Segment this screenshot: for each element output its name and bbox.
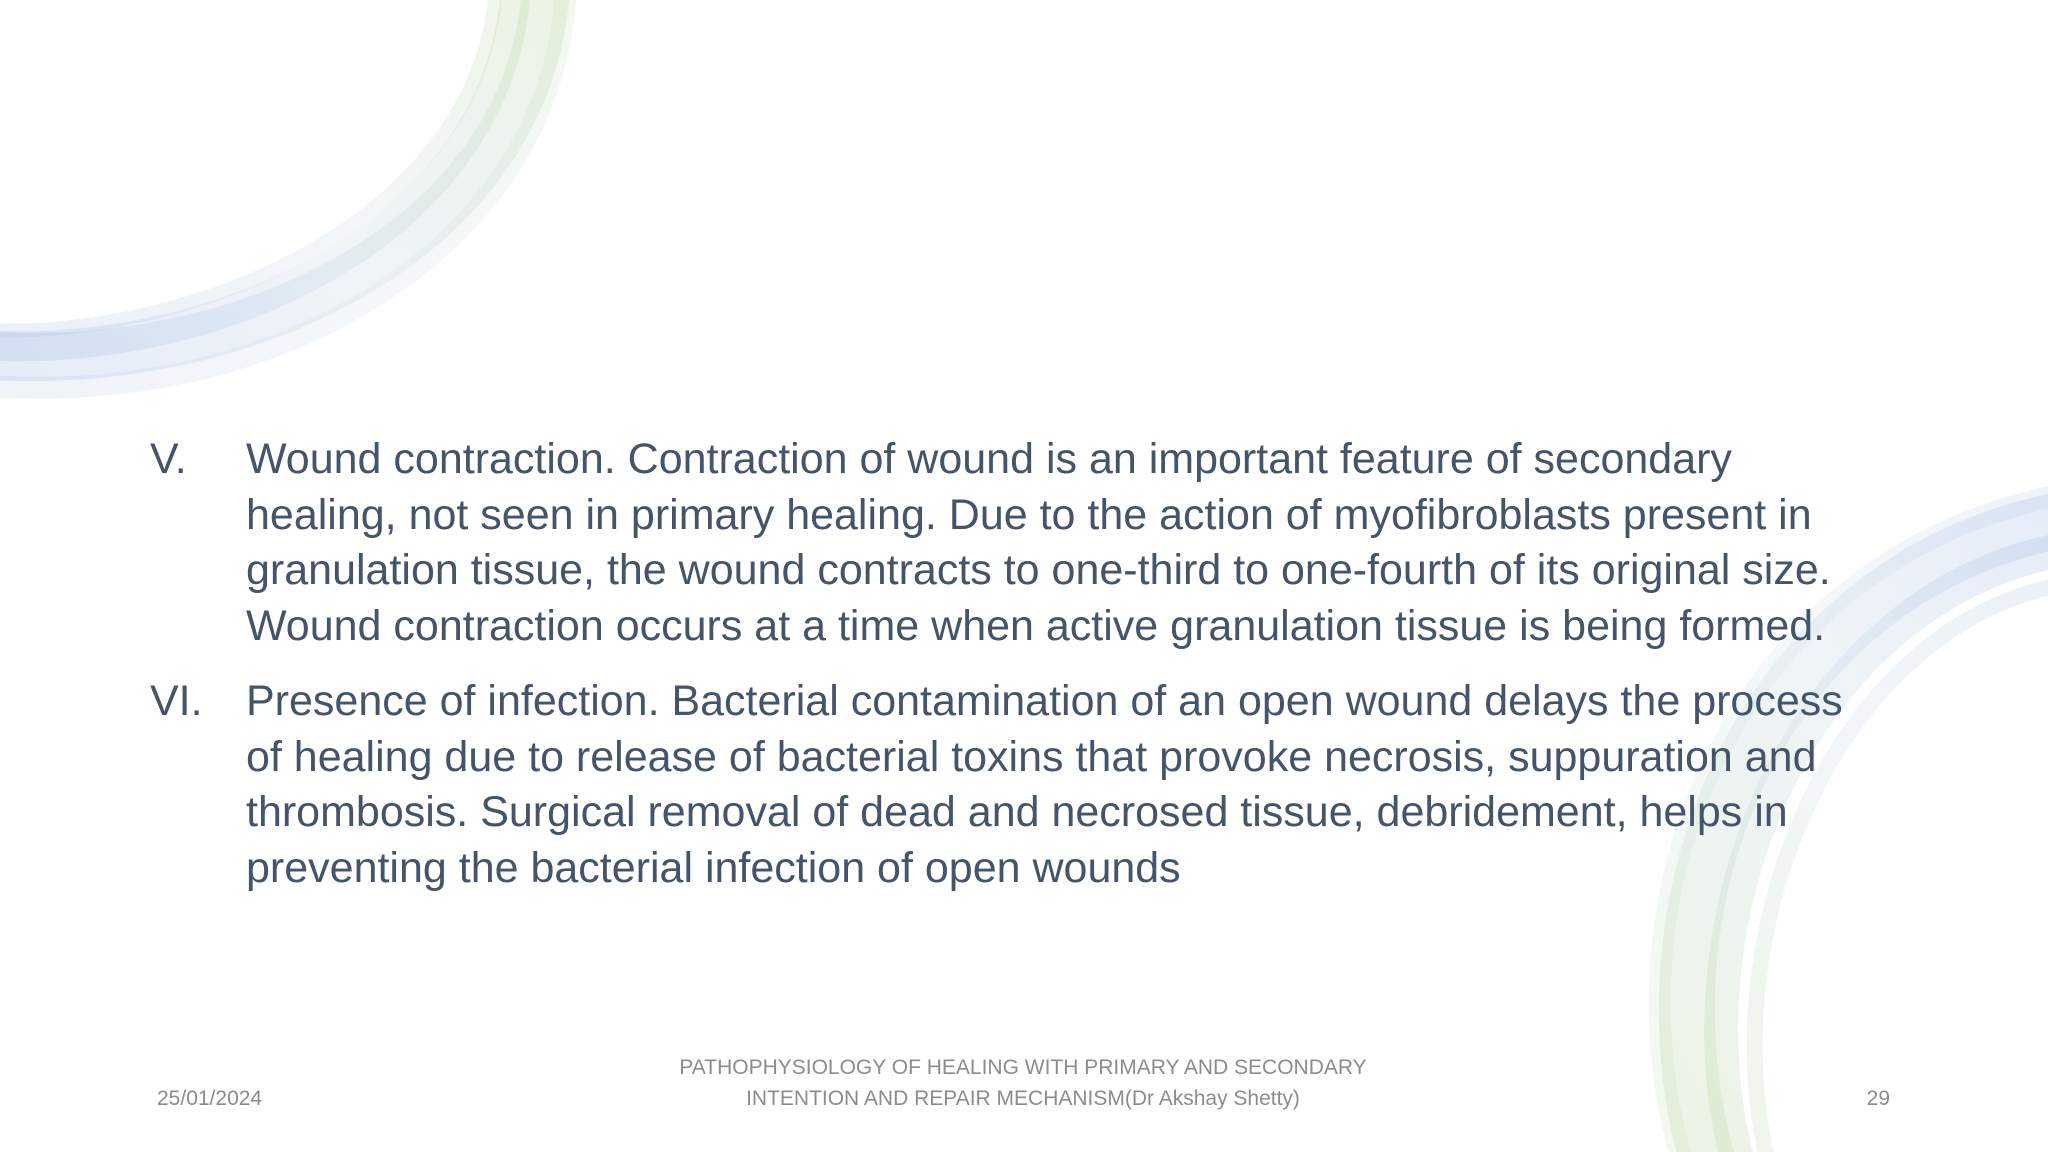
list-item-text: Wound contraction. Contraction of wound is an important feature of secondary healing, not seen in primary healing. Due to the action of myofibroblasts present in granulation tissue, the wound contracts to one-third to one-fourth of its original size. Wound contraction occurs at a time when active granulation tissue is being formed.	[246, 435, 1831, 650]
list-item-numeral: V.	[150, 435, 187, 483]
list-item-text: Presence of infection. Bacterial contamination of an open wound delays the process of healing due to release of bacterial toxins that provoke necrosis, suppuration and thrombosis. Surgical removal of dead and necrosed tissue, debridement, helps in preventing the bacterial infection of open wounds	[246, 677, 1843, 892]
footer-title: PATHOPHYSIOLOGY OF HEALING WITH PRIMARY AND SECONDARY INTENTION AND REPAIR MECHANISM(Dr Akshay Shetty)	[679, 1056, 1367, 1110]
top-left-swoosh	[0, 0, 565, 388]
list-item-numeral: VI.	[150, 677, 203, 725]
footer-date: 25/01/2024	[157, 1087, 263, 1110]
list-item	[150, 432, 1850, 654]
slide-body	[150, 432, 1850, 896]
slide-number: 29	[1866, 1087, 1890, 1110]
list-item	[150, 674, 1850, 896]
